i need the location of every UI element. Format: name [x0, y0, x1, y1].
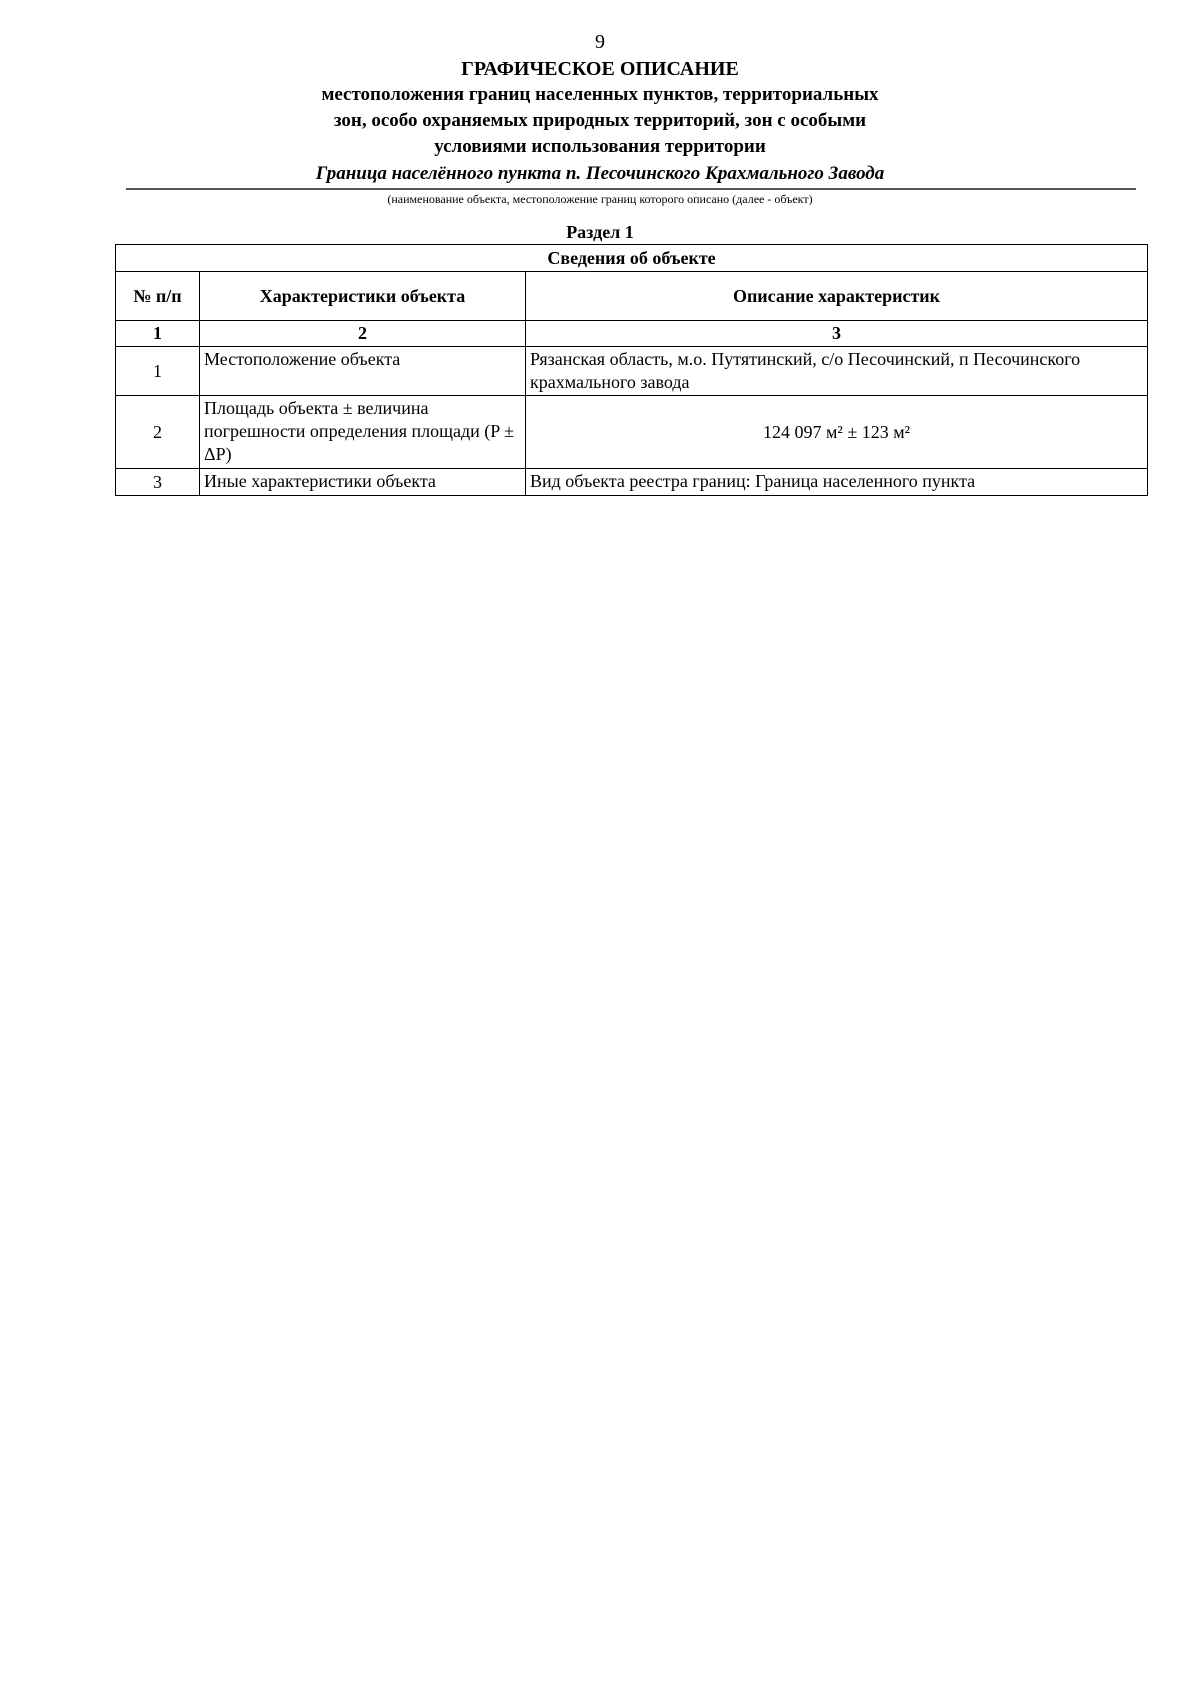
header-characteristic: Характеристики объекта: [200, 272, 526, 321]
object-name-underline: [126, 188, 1136, 190]
document-title: ГРАФИЧЕСКОЕ ОПИСАНИЕ: [461, 58, 739, 80]
header-description: Описание характеристик: [526, 272, 1148, 321]
row-description: Рязанская область, м.о. Путятинский, с/о Песочинский, п Песочинского крахмального завода: [526, 347, 1148, 396]
row-num: 2: [116, 396, 200, 469]
column-number-1: 1: [116, 321, 200, 347]
row-characteristic: Иные характеристики объекта: [200, 469, 526, 496]
section-title: Раздел 1: [566, 222, 634, 242]
document-subtitle-line-3: условиями использования территории: [434, 136, 766, 157]
row-description: 124 097 м² ± 123 м²: [526, 396, 1148, 469]
row-characteristic: Площадь объекта ± величина погрешности определения площади (P ± ΔP): [200, 396, 526, 469]
row-num: 3: [116, 469, 200, 496]
document-subtitle-line-1: местоположения границ населенных пунктов, территориальных: [321, 84, 879, 105]
object-caption: (наименование объекта, местоположение границ которого описано (далее - объект): [387, 192, 813, 206]
document-title-block: [0, 56, 1200, 160]
document-subtitle-line-2: зон, особо охраняемых природных территорий, зон с особыми: [333, 110, 867, 131]
table-row: [116, 469, 1148, 496]
table-row: [116, 396, 1148, 469]
column-number-2: 2: [200, 321, 526, 347]
column-number-3: 3: [526, 321, 1148, 347]
object-info-table: [115, 244, 1148, 496]
table-caption: Сведения об объекте: [116, 245, 1148, 272]
object-name: Граница населённого пункта п. Песочинского Крахмального Завода: [315, 163, 885, 184]
row-description: Вид объекта реестра границ: Граница населенного пункта: [526, 469, 1148, 496]
page-number: 9: [595, 31, 605, 53]
row-num: 1: [116, 347, 200, 396]
table-row: [116, 347, 1148, 396]
header-num: № п/п: [116, 272, 200, 321]
row-characteristic: Местоположение объекта: [200, 347, 526, 396]
